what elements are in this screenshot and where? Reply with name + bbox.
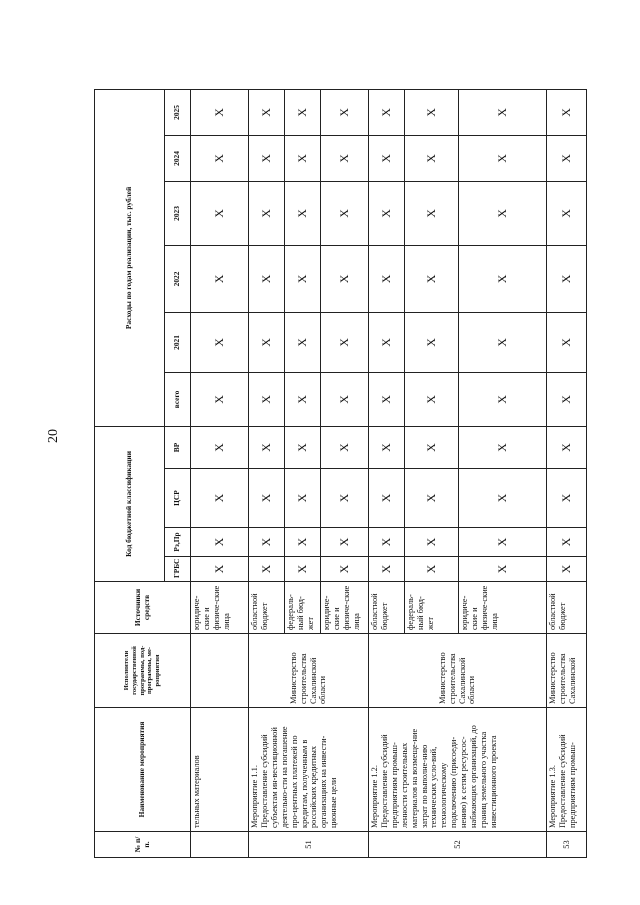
cell-x: X — [405, 181, 459, 245]
cell-x: X — [369, 89, 405, 135]
cell-x: X — [249, 89, 285, 135]
cell-x: X — [369, 557, 405, 582]
cell-x: X — [405, 372, 459, 426]
cell-x: X — [321, 181, 369, 245]
header-2024: 2024 — [165, 135, 191, 181]
header-total: всего — [165, 372, 191, 426]
cell-x: X — [249, 426, 285, 468]
cell-x: X — [369, 426, 405, 468]
cell-x: X — [285, 312, 321, 372]
header-source: Источники средств — [95, 582, 191, 634]
cell-x: X — [191, 135, 249, 181]
cell-x: X — [249, 372, 285, 426]
row-name: Мероприятие 1.2. Предоставление субсидий предприятиям промыш-ленности строительных материалов на возмеще-ние затрат по выполне-нию технических усло-вий, технологическому подключению (присоеди-нению) к сетям ресурсос-набжающих организаций, до границ земельного участка инвестиционного проекта — [369, 708, 547, 832]
cell-x: X — [321, 372, 369, 426]
header-budget-code: Код бюджетной классификации — [95, 426, 165, 581]
cell-x: X — [405, 312, 459, 372]
cell-x: X — [191, 89, 249, 135]
cell-x: X — [249, 469, 285, 528]
cell-x: X — [191, 469, 249, 528]
table-row — [369, 89, 405, 857]
row-executor: Министерство строительства Сахалинской области — [369, 634, 547, 708]
cell-x: X — [321, 135, 369, 181]
row-source: юридиче-ские и физиче-ские лица — [191, 582, 249, 634]
cell-x: X — [405, 135, 459, 181]
cell-x: X — [547, 89, 587, 135]
cell-x: X — [191, 245, 249, 312]
expenses-table — [94, 89, 587, 858]
cell-x: X — [459, 528, 547, 557]
table-row — [249, 89, 285, 857]
row-source: юридиче-ские и физиче-ские лица — [459, 582, 547, 634]
cell-x: X — [459, 469, 547, 528]
cell-x: X — [459, 135, 547, 181]
cell-x: X — [547, 181, 587, 245]
cell-x: X — [547, 528, 587, 557]
cell-x: X — [459, 181, 547, 245]
header-expenses: Расходы по годам реализации, тыс. рублей — [95, 89, 165, 426]
cell-x: X — [285, 426, 321, 468]
row-executor: Министерство строительства Сахалинской области — [249, 634, 369, 708]
cell-x: X — [547, 245, 587, 312]
cell-x: X — [405, 528, 459, 557]
header-2023: 2023 — [165, 181, 191, 245]
cell-x: X — [191, 426, 249, 468]
row-executor — [191, 634, 249, 708]
cell-x: X — [321, 426, 369, 468]
cell-x: X — [547, 135, 587, 181]
cell-x: X — [285, 372, 321, 426]
row-executor: Министерство строительства Сахалинской — [547, 634, 587, 708]
cell-x: X — [321, 245, 369, 312]
cell-x: X — [285, 557, 321, 582]
cell-x: X — [191, 528, 249, 557]
cell-x: X — [321, 469, 369, 528]
cell-x: X — [285, 469, 321, 528]
header-2021: 2021 — [165, 312, 191, 372]
cell-x: X — [369, 181, 405, 245]
cell-x: X — [459, 557, 547, 582]
header-vr: ВР — [165, 426, 191, 468]
row-source: областной бюджет — [249, 582, 285, 634]
table-row — [191, 89, 249, 857]
cell-x: X — [285, 135, 321, 181]
cell-x: X — [369, 135, 405, 181]
cell-x: X — [459, 426, 547, 468]
cell-x: X — [321, 312, 369, 372]
header-grbs: ГРБС — [165, 557, 191, 582]
cell-x: X — [249, 135, 285, 181]
cell-x: X — [369, 528, 405, 557]
row-name: Мероприятие 1.3. Предоставление субсидий предприятиям промыш- — [547, 708, 587, 832]
row-name: Мероприятие 1.1. Предоставление субсидий субъектам ин-вестиционной деятельно-сти на погашение про-центных платежей по кредитам, полученным в российских кредитных организациях на инвести-ционные цели — [249, 708, 369, 832]
cell-x: X — [459, 312, 547, 372]
row-num: 51 — [249, 832, 369, 858]
cell-x: X — [249, 312, 285, 372]
header-num: № п/п. — [95, 832, 191, 858]
cell-x: X — [547, 469, 587, 528]
cell-x: X — [285, 245, 321, 312]
cell-x: X — [459, 245, 547, 312]
row-num: 52 — [369, 832, 547, 858]
row-source: областной бюджет — [547, 582, 587, 634]
cell-x: X — [369, 372, 405, 426]
cell-x: X — [191, 372, 249, 426]
cell-x: X — [249, 557, 285, 582]
cell-x: X — [459, 372, 547, 426]
cell-x: X — [191, 181, 249, 245]
cell-x: X — [405, 245, 459, 312]
cell-x: X — [405, 426, 459, 468]
row-num — [191, 832, 249, 858]
cell-x: X — [285, 89, 321, 135]
row-source: федераль-ный бюд-жет — [285, 582, 321, 634]
table-row — [547, 89, 587, 857]
page-number: 20 — [46, 429, 61, 443]
cell-x: X — [405, 469, 459, 528]
rotated-table-wrapper — [94, 90, 594, 858]
cell-x: X — [321, 557, 369, 582]
cell-x: X — [249, 528, 285, 557]
header-name: Наименование мероприятия — [95, 708, 191, 832]
cell-x: X — [249, 181, 285, 245]
header-executor: Исполнители государственной программы, под-программы, ме-роприятия — [95, 634, 191, 708]
cell-x: X — [405, 89, 459, 135]
cell-x: X — [285, 528, 321, 557]
row-source: областной бюджет — [369, 582, 405, 634]
cell-x: X — [285, 181, 321, 245]
cell-x: X — [547, 557, 587, 582]
cell-x: X — [547, 372, 587, 426]
row-name: тельных материалов — [191, 708, 249, 832]
row-num: 53 — [547, 832, 587, 858]
cell-x: X — [249, 245, 285, 312]
cell-x: X — [321, 528, 369, 557]
cell-x: X — [547, 426, 587, 468]
header-2025: 2025 — [165, 89, 191, 135]
cell-x: X — [369, 469, 405, 528]
cell-x: X — [191, 557, 249, 582]
cell-x: X — [191, 312, 249, 372]
row-source: юридиче-ские и физиче-ские лица — [321, 582, 369, 634]
cell-x: X — [459, 89, 547, 135]
cell-x: X — [405, 557, 459, 582]
row-source: федераль-ный бюд-жет — [405, 582, 459, 634]
cell-x: X — [369, 245, 405, 312]
cell-x: X — [369, 312, 405, 372]
cell-x: X — [321, 89, 369, 135]
header-rzpr: Рз,Пр — [165, 528, 191, 557]
header-2022: 2022 — [165, 245, 191, 312]
cell-x: X — [547, 312, 587, 372]
header-csr: ЦСР — [165, 469, 191, 528]
